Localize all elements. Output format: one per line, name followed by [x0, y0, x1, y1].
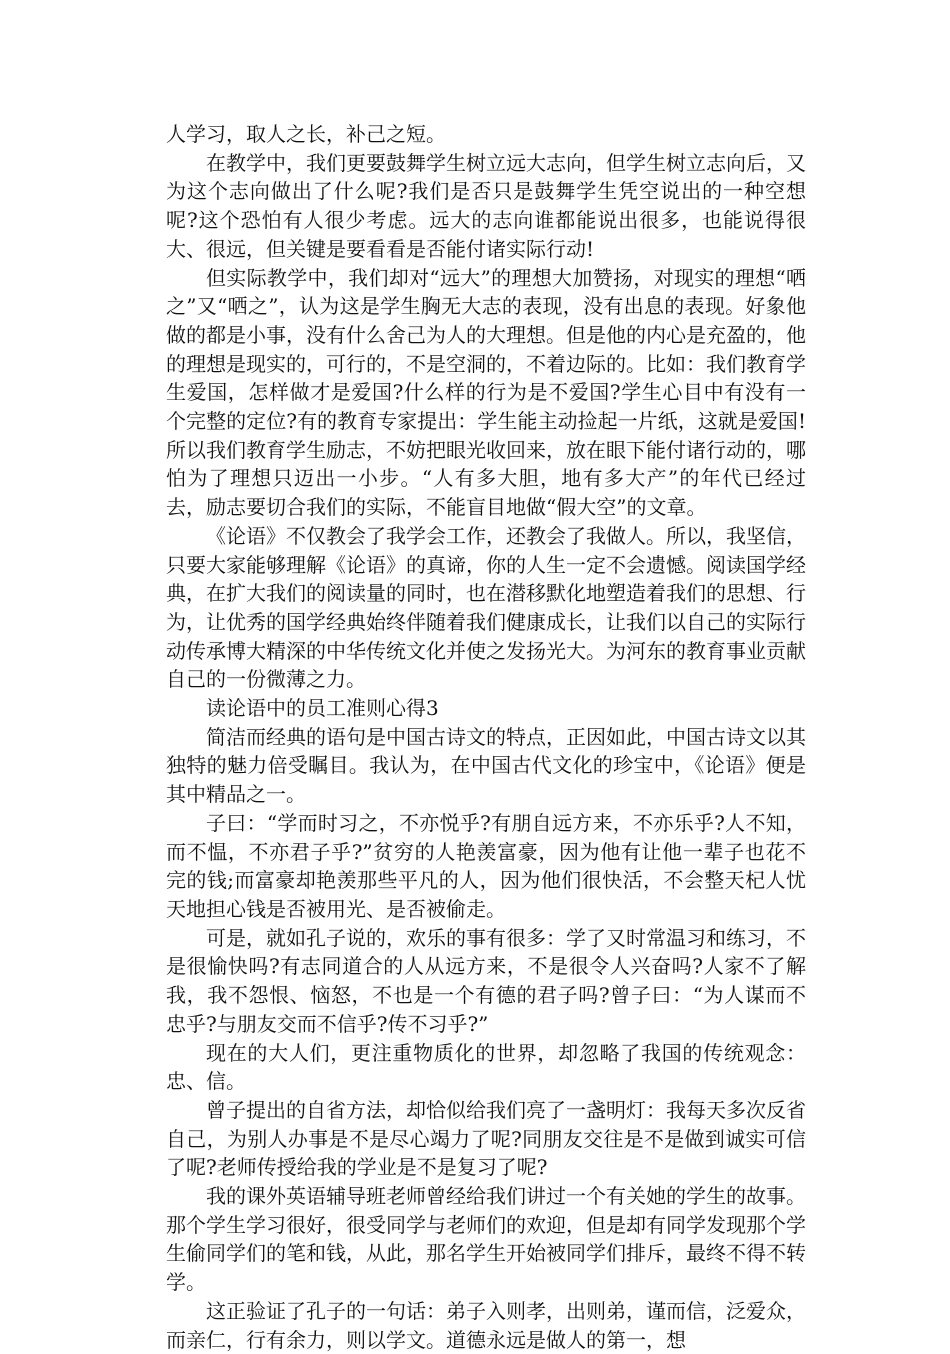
paragraph: 曾子提出的自省方法，却恰似给我们亮了一盏明灯：我每天多次反省自己，为别人办事是不是尽心竭力了呢?同朋友交往是不是做到诚实可信了呢?老师传授给我的学业是不是复习了呢? [166, 1097, 806, 1180]
paragraph: 这正验证了孔子的一句话：弟子入则孝，出则弟，谨而信，泛爱众，而亲仁，行有余力，则以学文。道德永远是做人的第一，想 [166, 1298, 806, 1352]
paragraph-continued: 人学习，取人之长，补己之短。 [166, 122, 446, 146]
paragraph: 我的课外英语辅导班老师曾经给我们讲过一个有关她的学生的故事。那个学生学习很好，很受同学与老师们的欢迎，但是却有同学发现那个学生偷同学们的笔和钱，从此，那名学生开始被同学们排斥，最终不得不转学。 [166, 1184, 806, 1295]
paragraph: 子曰：“学而时习之，不亦悦乎?有朋自远方来，不亦乐乎?人不知，而不愠，不亦君子乎?”贫穷的人艳羡富豪，因为他有让他一辈子也花不完的钱;而富豪却艳羡那些平凡的人，因为他们很快活，不会整天杞人忧天地担心钱是否被用光、是否被偷走。 [166, 810, 806, 921]
paragraph: 在教学中，我们更要鼓舞学生树立远大志向，但学生树立志向后，又为这个志向做出了什么呢?我们是否只是鼓舞学生凭空说出的一种空想呢?这个恐怕有人很少考虑。远大的志向谁都能说出很多，也能说得很大、很远，但关键是要看看是否能付诸实际行动! [166, 150, 806, 261]
section-heading: 读论语中的员工准则心得3 [206, 696, 439, 721]
document-body [166, 120, 806, 1354]
paragraph: 现在的大人们，更注重物质化的世界，却忽略了我国的传统观念：忠、信。 [166, 1040, 806, 1094]
paragraph: 简洁而经典的语句是中国古诗文的特点，正因如此，中国古诗文以其独特的魅力倍受瞩目。我认为，在中国古代文化的珍宝中，《论语》便是其中精品之一。 [166, 724, 806, 807]
paragraph: 《论语》不仅教会了我学会工作，还教会了我做人。所以，我坚信，只要大家能够理解《论语》的真谛，你的人生一定不会遗憾。阅读国学经典，在扩大我们的阅读量的同时，也在潜移默化地塑造着我们的思想、行为，让优秀的国学经典始终伴随着我们健康成长，让我们以自己的实际行动传承博大精深的中华传统文化并使之发扬光大。为河东的教育事业贡献自己的一份微薄之力。 [166, 523, 806, 692]
paragraph: 但实际教学中，我们却对“远大”的理想大加赞扬，对现实的理想“哂之”又“哂之”，认为这是学生胸无大志的表现，没有出息的表现。好象他做的都是小事，没有什么舍己为人的大理想。但是他的内心是充盈的，他的理想是现实的，可行的，不是空洞的，不着边际的。比如：我们教育学生爱国，怎样做才是爱国?什么样的行为是不爱国?学生心目中有没有一个完整的定位?有的教育专家提出：学生能主动捡起一片纸，这就是爱国!所以我们教育学生励志，不妨把眼光收回来，放在眼下能付诸行动的，哪怕为了理想只迈出一小步。“人有多大胆，地有多大产”的年代已经过去，励志要切合我们的实际，不能盲目地做“假大空”的文章。 [166, 265, 806, 520]
paragraph: 可是，就如孔子说的，欢乐的事有很多：学了又时常温习和练习，不是很愉快吗?有志同道合的人从远方来，不是很令人兴奋吗?人家不了解我，我不怨恨、恼怒，不也是一个有德的君子吗?曾子曰：“为人谋而不忠乎?与朋友交而不信乎?传不习乎?” [166, 925, 806, 1036]
